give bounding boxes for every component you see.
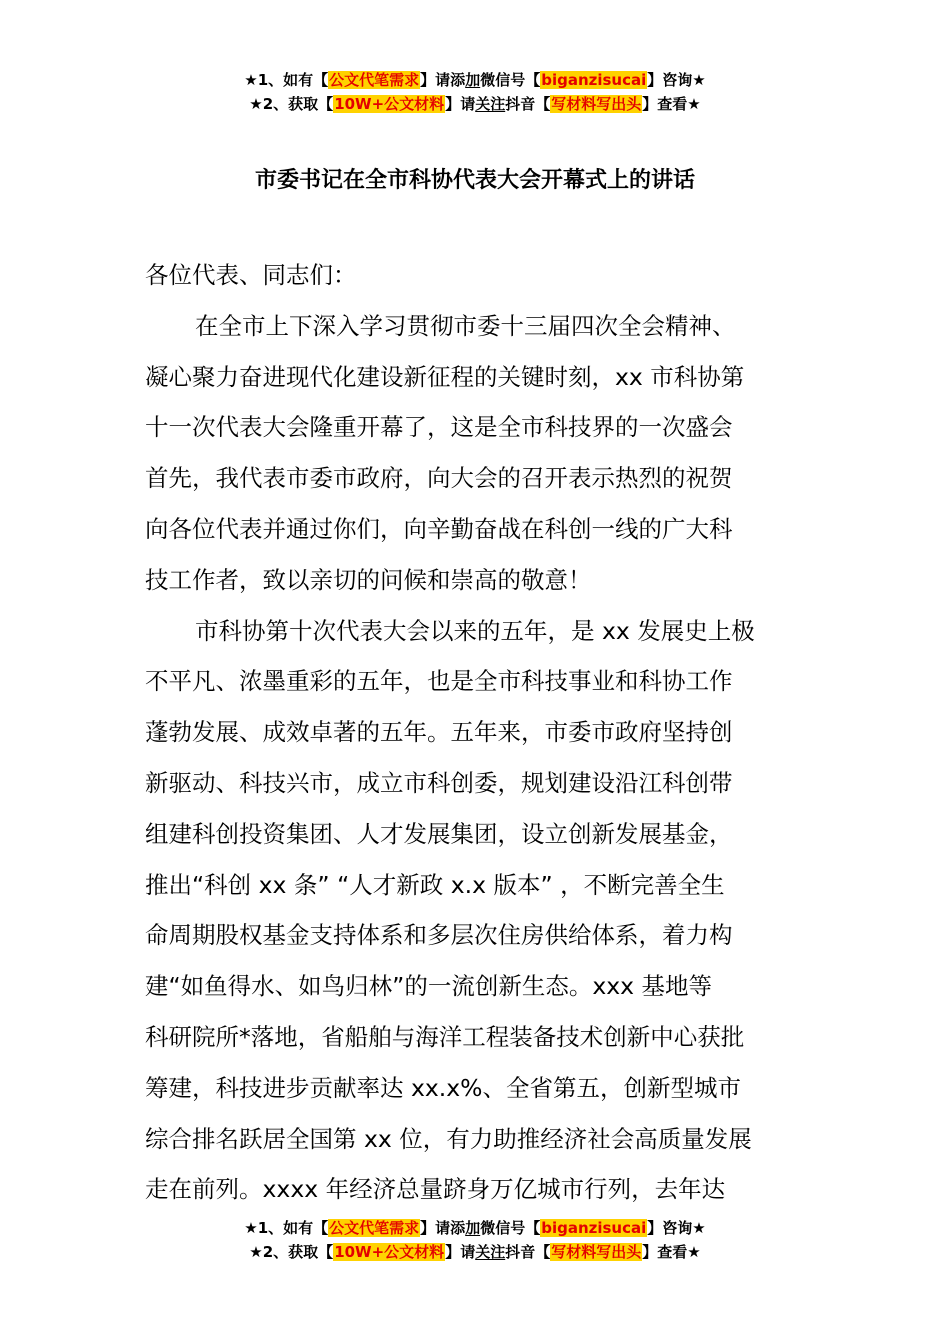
paragraph-line: 在全市上下深入学习贯彻市委十三届四次全会精神、 [195, 311, 736, 340]
paragraph-line: 组建科创投资集团、人才发展集团，设立创新发展基金， [145, 819, 733, 848]
banner-highlight: 公文代笔需求 [329, 1219, 420, 1237]
banner-text: 】请 [445, 1243, 476, 1261]
banner-text: 】查看★ [642, 1243, 701, 1261]
banner-text: ★1、如有【 [244, 1219, 329, 1237]
banner-text: 微信号【 [480, 71, 541, 89]
banner-underlined-text: 关注 [475, 1243, 506, 1261]
banner-text: ★1、如有【 [244, 71, 329, 89]
document-title: 市委书记在全市科协代表大会开幕式上的讲话 [254, 168, 695, 193]
paragraph-line: 命周期股权基金支持体系和多层次住房供给体系，着力构 [145, 921, 733, 950]
paragraph-line: 科研院所*落地，省船舶与海洋工程装备技术创新中心获批 [145, 1022, 745, 1051]
banner-highlight: 写材料写出头 [551, 95, 642, 113]
banner-highlight: biganzisucai [541, 1219, 647, 1237]
paragraph-line: 凝心聚力奋进现代化建设新征程的关键时刻，xx 市科协第 [145, 362, 745, 391]
paragraph-line: 推出“科创 xx 条” “人才新政 x.x 版本” ，不断完善全生 [145, 870, 725, 899]
paragraph-line: 十一次代表大会隆重开幕了，这是全市科技界的一次盛会 [145, 413, 733, 442]
top-banner [0, 68, 950, 116]
banner-text: 】咨询★ [647, 1219, 706, 1237]
banner-text: 】请 [445, 95, 476, 113]
paragraph-line: 不平凡、浓墨重彩的五年，也是全市科技事业和科协工作 [145, 667, 733, 696]
banner-highlight: 写材料写出头 [551, 1243, 642, 1261]
banner-underlined-text: 加 [465, 1219, 481, 1237]
banner-highlight: 公文代笔需求 [329, 71, 420, 89]
banner-underlined-text: 加 [465, 71, 481, 89]
banner-text: 抖音【 [505, 1243, 551, 1261]
paragraph-line: 向各位代表并通过你们，向辛勤奋战在科创一线的广大科 [145, 514, 733, 543]
banner-text: 抖音【 [505, 95, 551, 113]
paragraph-line: 首先，我代表市委市政府，向大会的召开表示热烈的祝贺 [145, 464, 733, 493]
paragraph-line: 综合排名跃居全国第 xx 位，有力助推经济社会高质量发展 [145, 1124, 752, 1153]
banner-underlined-text: 关注 [475, 95, 506, 113]
banner-text: 】请添 [420, 1219, 466, 1237]
paragraph-line: 走在前列。xxxx 年经济总量跻身万亿城市行列，去年达 [145, 1175, 726, 1204]
banner-line-1 [0, 1216, 950, 1240]
banner-text: 】咨询★ [647, 71, 706, 89]
banner-text: ★2、获取【 [249, 95, 334, 113]
paragraph-line: 蓬勃发展、成效卓著的五年。五年来，市委市政府坚持创 [145, 718, 733, 747]
paragraph-line: 筹建，科技进步贡献率达 xx.x%、全省第五，创新型城市 [145, 1073, 741, 1102]
banner-text: 】查看★ [642, 95, 701, 113]
banner-highlight: 10W+公文材料 [334, 95, 445, 113]
banner-highlight: 10W+公文材料 [334, 1243, 445, 1261]
banner-text: 】请添 [420, 71, 466, 89]
banner-highlight: biganzisucai [541, 71, 647, 89]
paragraph-line: 市科协第十次代表大会以来的五年，是 xx 发展史上极 [195, 616, 755, 645]
banner-line-2 [0, 1240, 950, 1264]
paragraph-line: 建“如鱼得水、如鸟归林”的一流创新生态。xxx 基地等 [145, 972, 713, 1001]
bottom-banner [0, 1216, 950, 1264]
banner-line-1 [0, 68, 950, 92]
banner-line-2 [0, 92, 950, 116]
paragraph-line: 技工作者，致以亲切的问候和崇高的敬意！ [145, 565, 592, 594]
salutation-line: 各位代表、同志们： [145, 261, 357, 289]
paragraph-line: 新驱动、科技兴市，成立市科创委，规划建设沿江科创带 [145, 768, 733, 797]
banner-text: ★2、获取【 [249, 1243, 334, 1261]
banner-text: 微信号【 [480, 1219, 541, 1237]
document-body [145, 250, 825, 1215]
